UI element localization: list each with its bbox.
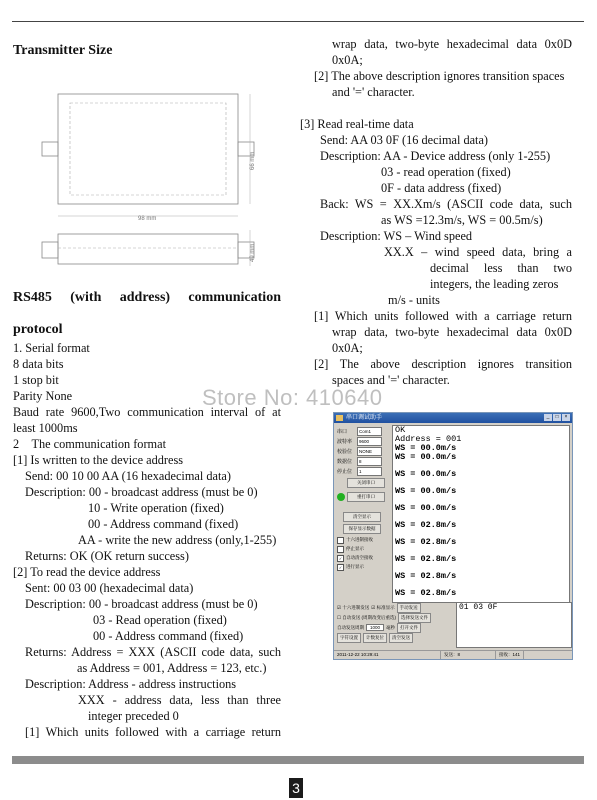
setting-row xyxy=(337,437,389,446)
option-checkbox[interactable] xyxy=(337,563,389,571)
unchecked-box-icon xyxy=(337,546,344,553)
right-text-line: 0x0A; xyxy=(332,53,363,67)
left-text-line: Sent: 00 03 00 (hexadecimal data) xyxy=(25,581,194,595)
rs485-heading xyxy=(13,282,281,346)
option-checkbox[interactable] xyxy=(337,545,389,553)
left-text-line: 2 The communication format xyxy=(13,437,166,451)
send-control-row xyxy=(337,603,455,612)
width-label: 98 mm xyxy=(138,216,157,222)
left-text-line: Description: 00 - broadcast address (must be 0) xyxy=(25,485,258,499)
left-text-line: Returns: Address = XXX (ASCII code data, such xyxy=(25,645,281,659)
setting-row xyxy=(337,457,389,466)
height-label-top: 66 mm xyxy=(250,151,256,170)
port-toggle-row xyxy=(337,490,389,504)
setting-row xyxy=(337,467,389,476)
right-text-line: m/s - units xyxy=(388,293,440,307)
left-text-line: Baud rate 9600,Two communication interval of at xyxy=(13,405,281,419)
rs485-heading-line1: RS485 (with address) communication xyxy=(13,290,281,305)
send-control-label[interactable]: 1000 xyxy=(366,624,384,631)
right-column xyxy=(300,36,572,388)
send-control-button[interactable]: 手动发送 xyxy=(397,603,421,613)
status-field: 2011-12-22 10:29:41 xyxy=(334,651,441,659)
option-checkbox[interactable] xyxy=(337,536,389,544)
send-control-button[interactable]: 打开文件 xyxy=(397,623,421,633)
receive-line: WS = 00.0m/s xyxy=(395,469,457,479)
receive-line: WS = 02.8m/s xyxy=(395,588,457,598)
window-buttons xyxy=(544,414,570,421)
left-text-line: least 1000ms xyxy=(13,421,78,435)
side-view-box xyxy=(58,234,238,264)
left-text-line: 1. Serial format xyxy=(13,341,90,355)
left-text-line: Send: 00 10 00 AA (16 hexadecimal data) xyxy=(25,469,231,483)
setting-select[interactable]: NONE xyxy=(357,447,382,456)
window-titlebar[interactable] xyxy=(334,413,572,423)
right-text-line: wrap data, two-byte hexadecimal data 0x0D xyxy=(332,325,572,339)
setting-select[interactable]: 1 xyxy=(357,467,382,476)
left-text-line: 03 - Read operation (fixed) xyxy=(93,613,227,627)
rs485-heading-line2: protocol xyxy=(13,322,63,337)
send-control-label[interactable]: ☑ 十六进制发送 xyxy=(337,604,370,610)
setting-row xyxy=(337,447,389,456)
option-label: 自动清空接收 xyxy=(346,555,373,560)
port-status-led xyxy=(337,493,345,501)
top-view-box xyxy=(58,94,238,204)
status-field: 接收：141 xyxy=(496,651,524,659)
page-number: 3 xyxy=(289,778,303,798)
left-text-line: [2] To read the device address xyxy=(13,565,161,579)
receive-line: WS = 00.0m/s xyxy=(395,443,457,453)
left-text-line: Parity None xyxy=(13,389,73,403)
send-control-button[interactable]: 清空发送 xyxy=(389,633,413,643)
left-text-line: XXX - address data, less than three xyxy=(78,693,281,707)
setting-row xyxy=(337,427,389,436)
setting-label: 停止位 xyxy=(337,469,353,475)
top-rule xyxy=(12,21,584,22)
right-text-line: Back: WS = XX.Xm/s (ASCII code data, such xyxy=(320,197,572,211)
transmitter-size-heading: Transmitter Size xyxy=(13,43,113,58)
send-control-button[interactable]: 字符设置 xyxy=(337,633,361,643)
right-text-line: Description: AA - Device address (only 1-255) xyxy=(320,149,551,163)
right-text-line: [1] Which units followed with a carriage return xyxy=(314,309,572,323)
option-label: 十六进制接收 xyxy=(346,537,373,542)
port-settings-panel xyxy=(337,427,389,572)
clear-display-button[interactable]: 清空显示 xyxy=(343,512,381,522)
unchecked-box-icon xyxy=(337,537,344,544)
right-text-line: and '=' character. xyxy=(332,85,415,99)
right-text-line: 0F - data address (fixed) xyxy=(381,181,502,195)
close-icon[interactable]: × xyxy=(562,414,570,421)
right-text-line: [2] The above description ignores transition xyxy=(314,357,572,371)
right-text-line: 03 - read operation (fixed) xyxy=(381,165,511,179)
send-control-row xyxy=(337,633,455,642)
left-text-line: 1 stop bit xyxy=(13,373,59,387)
left-text-line: [1] Which units followed with a carriage return xyxy=(25,725,281,739)
setting-label: 波特率 xyxy=(337,439,353,445)
status-bar xyxy=(334,650,572,659)
window-title: 串口调试助手 xyxy=(346,415,383,421)
receive-line: OK xyxy=(395,425,406,435)
send-control-label: ☑ 标准显示 xyxy=(371,604,395,610)
left-text-line: 8 data bits xyxy=(13,357,64,371)
serial-debug-window xyxy=(333,412,573,660)
checked-box-icon: ✓ xyxy=(338,555,343,561)
option-checkbox[interactable] xyxy=(337,554,389,562)
dimension-svg xyxy=(30,70,270,270)
send-control-button[interactable]: 选择发送文件 xyxy=(398,613,431,623)
checked-box-icon: ✓ xyxy=(338,564,343,570)
send-input[interactable]: 01 03 0F xyxy=(456,602,572,648)
reopen-port-button[interactable]: 重打串口 xyxy=(347,492,385,502)
left-text-line: [1] Is written to the device address xyxy=(13,453,184,467)
left-text-line: 00 - Address command (fixed) xyxy=(93,629,244,643)
receive-line: WS = 02.8m/s xyxy=(395,554,457,564)
left-text-line: integer preceded 0 xyxy=(88,709,179,723)
left-text-line: 10 - Write operation (fixed) xyxy=(88,501,224,515)
send-control-label[interactable]: ☐ 自动发送 (周期改变后重选) xyxy=(337,614,397,620)
save-display-button[interactable]: 保存显示数据 xyxy=(343,524,381,534)
transmitter-dimension-drawing xyxy=(30,70,270,270)
send-control-label[interactable]: 自动发送周期 xyxy=(337,624,364,630)
receive-line: WS = 02.8m/s xyxy=(395,520,457,530)
right-text-line: XX.X – wind speed data, bring a xyxy=(384,245,572,259)
option-label: 进行显示 xyxy=(346,564,364,569)
setting-select[interactable]: Com1 xyxy=(357,427,382,436)
left-connector xyxy=(42,142,58,156)
store-watermark: Store No: 410640 xyxy=(202,385,383,410)
setting-label: 数据位 xyxy=(337,459,353,465)
bottom-rule xyxy=(12,756,584,764)
receive-line: WS = 00.0m/s xyxy=(395,452,457,462)
right-text-line: [2] The above description ignores transition spaces xyxy=(314,69,565,83)
send-control-button[interactable]: 计数复位 xyxy=(363,633,387,643)
right-text-line: wrap data, two-byte hexadecimal data 0x0D xyxy=(332,37,572,51)
right-text-line: integers, the leading zeros xyxy=(430,277,559,291)
left-text-line: 00 - Address command (fixed) xyxy=(88,517,239,531)
receive-line: WS = 00.0m/s xyxy=(395,486,457,496)
app-icon xyxy=(336,415,343,421)
left-text-line: Description: 00 - broadcast address (must be 0) xyxy=(25,597,258,611)
setting-select[interactable]: 9600 xyxy=(357,437,382,446)
send-control-row xyxy=(337,623,455,632)
setting-label: 校验位 xyxy=(337,449,353,455)
send-controls xyxy=(337,603,455,643)
right-text-line: spaces and '=' character. xyxy=(332,373,450,387)
minimize-icon[interactable]: _ xyxy=(544,414,552,421)
right-text-line: [3] Read real-time data xyxy=(300,117,414,131)
maximize-icon[interactable]: □ xyxy=(553,414,561,421)
right-text-line: as WS =12.3m/s, WS = 00.5m/s) xyxy=(381,213,543,227)
left-text-line: AA - write the new address (only,1-255) xyxy=(78,533,277,547)
receive-line: Address = 001 xyxy=(395,434,462,444)
setting-label: 串口 xyxy=(337,429,348,435)
left-text-line: as Address = 001, Address = 123, etc.) xyxy=(77,661,267,675)
right-text-line: Description: WS – Wind speed xyxy=(320,229,473,243)
right-text-line: Send: AA 03 0F (16 decimal data) xyxy=(320,133,489,147)
send-control-label: 毫秒 xyxy=(386,624,396,630)
left-text-line: Returns: OK (OK return success) xyxy=(25,549,189,563)
receive-line: WS = 00.0m/s xyxy=(395,503,457,513)
receive-line: WS = 02.8m/s xyxy=(395,571,457,581)
send-control-row xyxy=(337,613,455,622)
option-label: 停止显示 xyxy=(346,546,364,551)
setting-select[interactable]: 8 xyxy=(357,457,382,466)
height-label-bottom: 49 mm xyxy=(250,243,256,262)
receive-line: WS = 02.8m/s xyxy=(395,537,457,547)
left-text-line: Description: Address - address instructions xyxy=(25,677,237,691)
right-text-line: decimal less than two xyxy=(430,261,572,275)
right-text-line: 0x0A; xyxy=(332,341,363,355)
receive-area[interactable] xyxy=(392,425,570,603)
right-text-line xyxy=(300,100,572,116)
close-port-button[interactable]: 关闭串口 xyxy=(347,478,385,488)
status-field: 发送：8 xyxy=(441,651,496,659)
